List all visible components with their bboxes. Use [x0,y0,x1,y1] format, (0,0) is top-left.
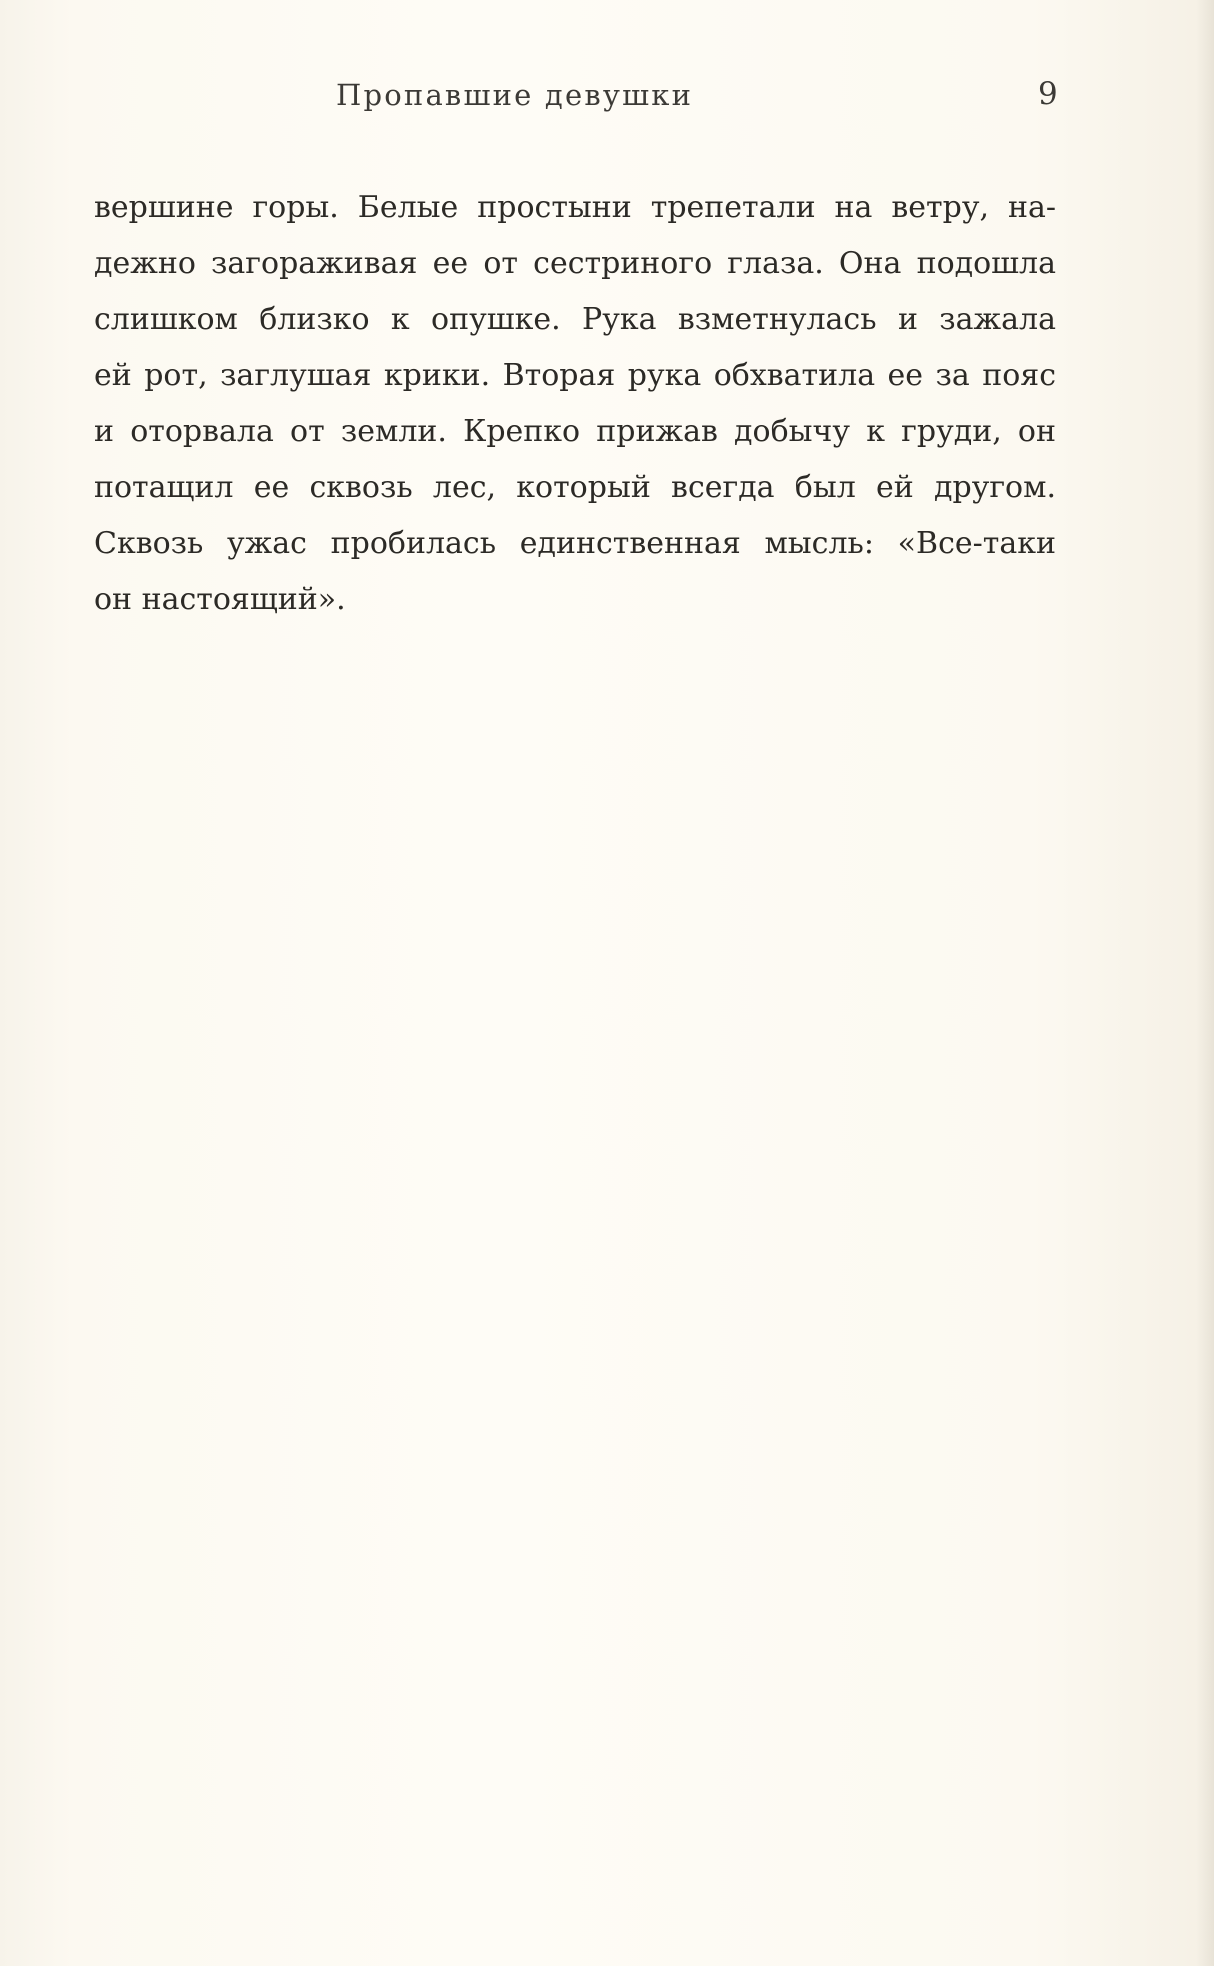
text-line: вершине горы. Белые простыни трепетали на ветру, на- [94,190,1056,225]
text-line: потащил ее сквозь лес, который всегда был ей другом. [94,470,1056,505]
text-line: Сквозь ужас пробилась единственная мысль: «Все-таки [94,526,1056,561]
text-line: ей рот, заглушая крики. Вторая рука обхватила ее за пояс [94,358,1056,393]
body-text [94,180,1056,628]
text-line: слишком близко к опушке. Рука взметнулась и зажала [94,302,1056,337]
page-number: 9 [1038,76,1058,112]
page-edge-shadow [1196,0,1214,1966]
text-line-last: он настоящий». [94,582,346,617]
running-title: Пропавшие девушки [336,78,694,112]
text-line: дежно загораживая ее от сестриного глаза. Она подошла [94,246,1056,281]
text-line: и оторвала от земли. Крепко прижав добычу к груди, он [94,414,1056,449]
